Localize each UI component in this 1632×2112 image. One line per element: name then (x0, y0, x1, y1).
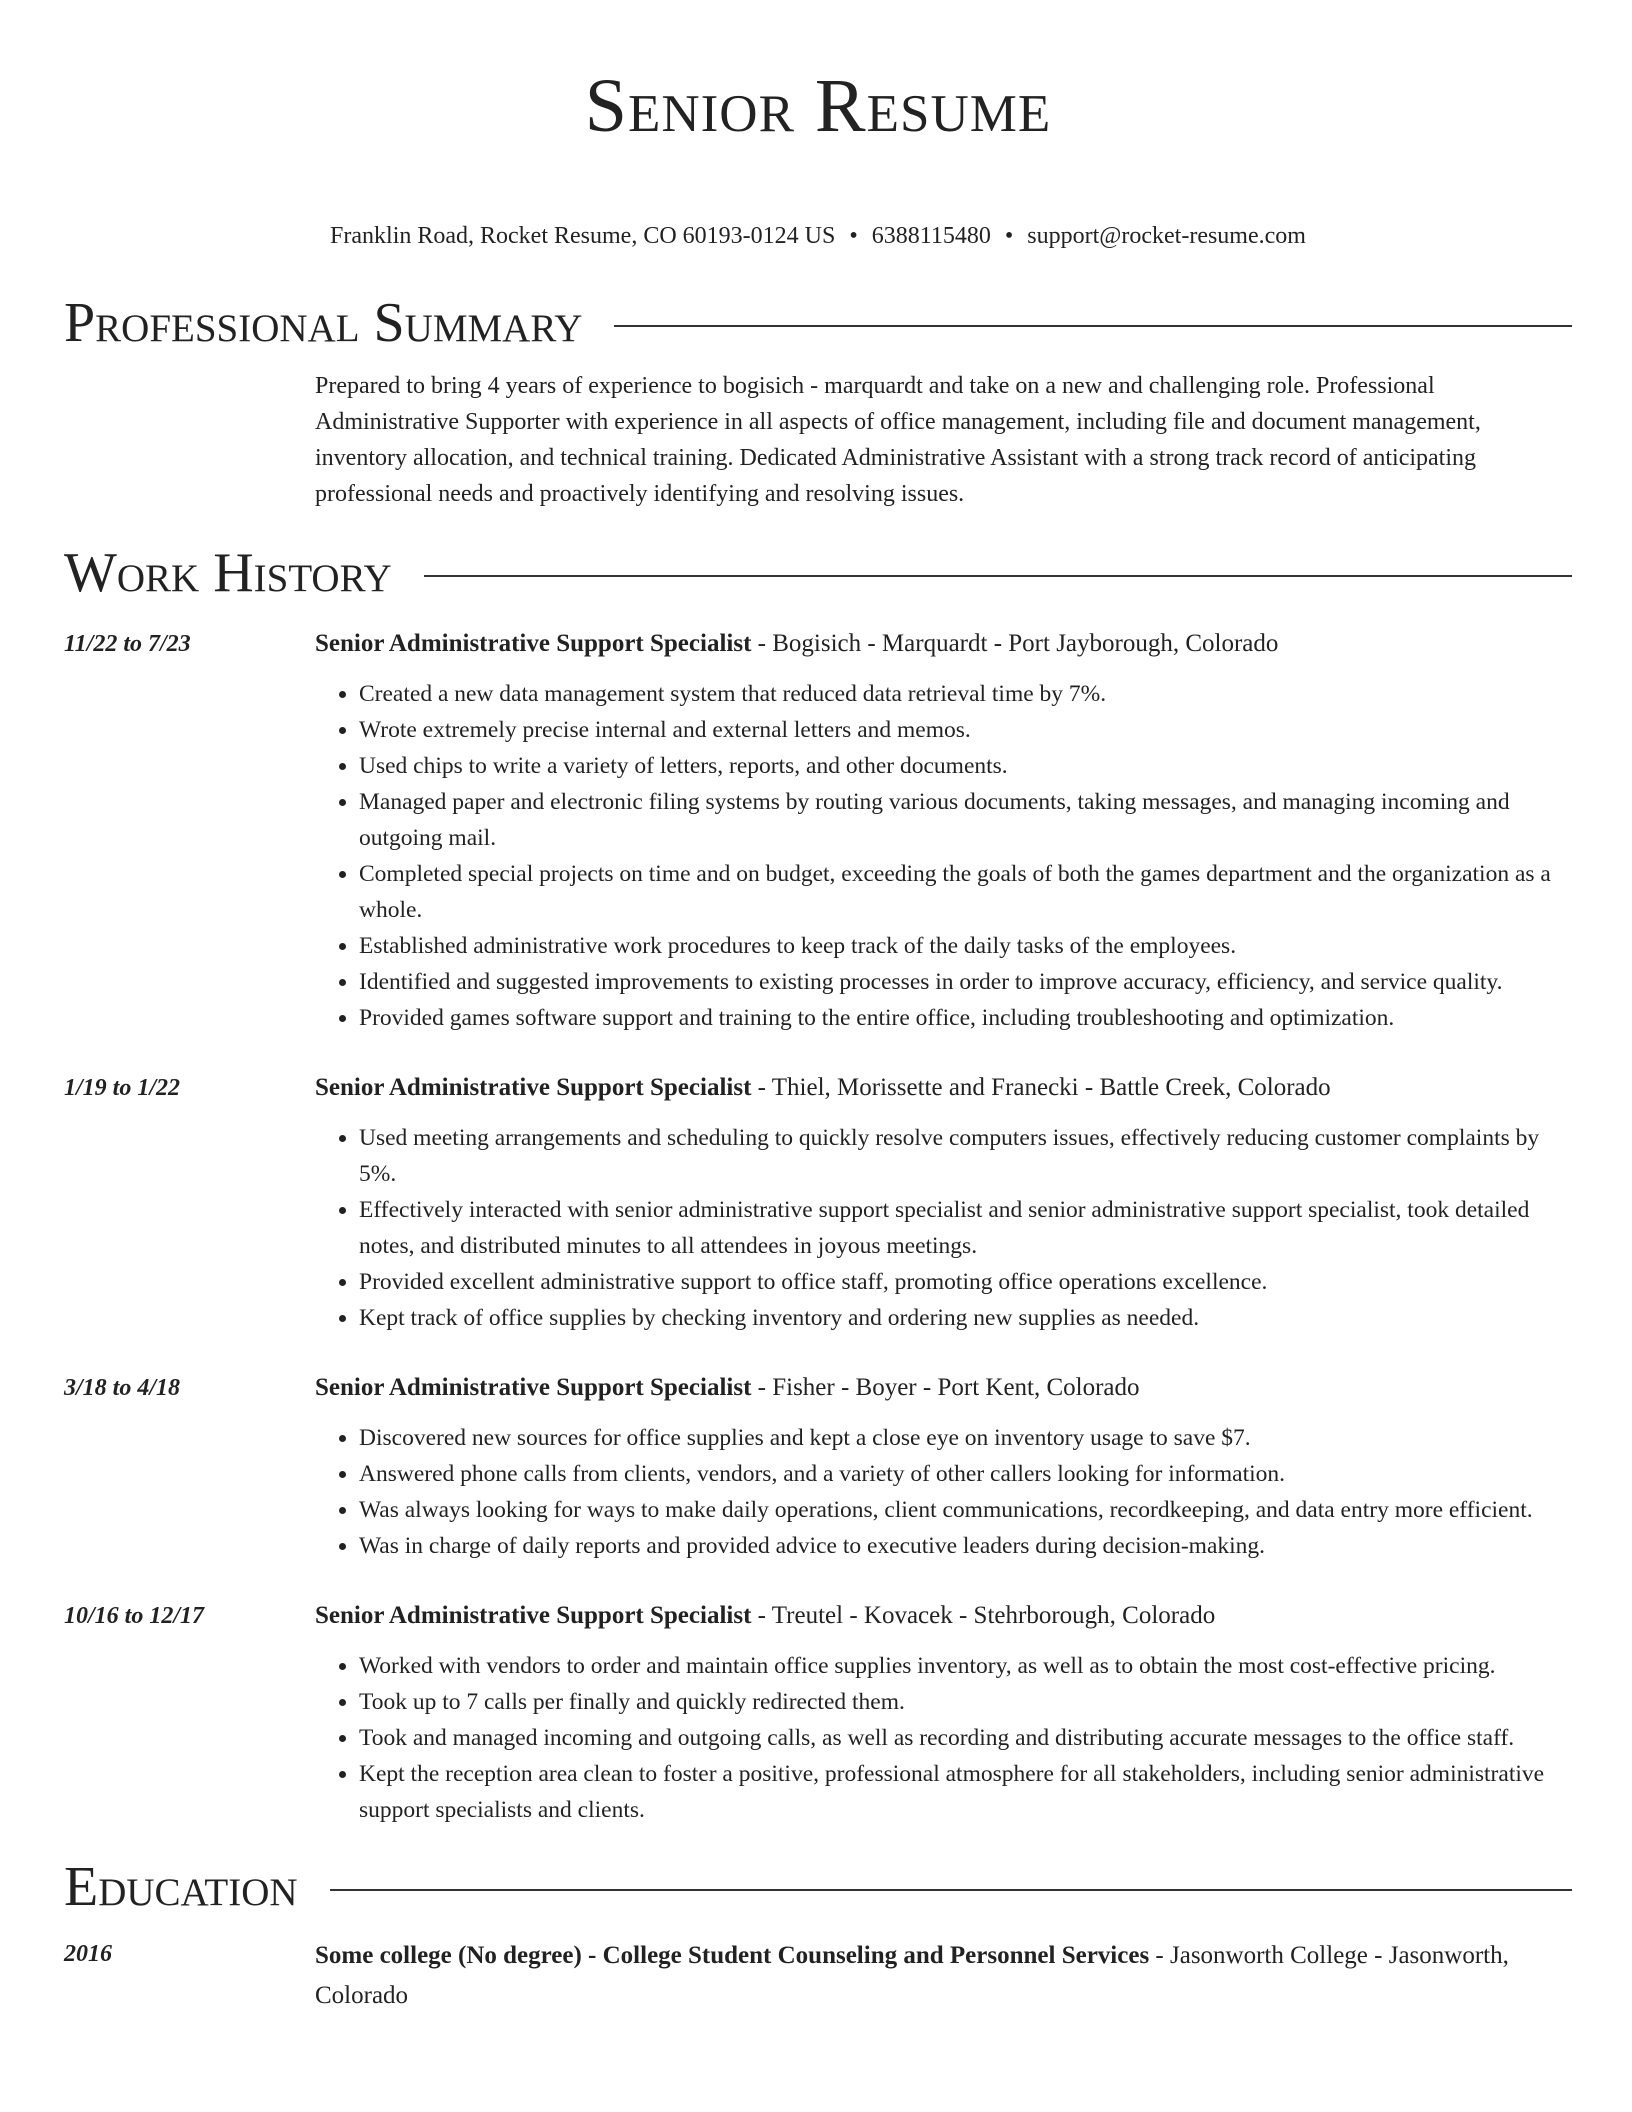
education-degree: Some college (No degree) - College Student Counseling and Personnel Services (315, 1942, 1150, 1969)
section-divider (614, 325, 1572, 327)
job-bullet: • Worked with vendors to order and maintain office supplies inventory, as well as to obtain the most cost-effective pricing. (359, 1648, 1572, 1684)
education-year: 2016 (64, 1941, 112, 1967)
job-bullet: • Kept track of office supplies by checking inventory and ordering new supplies as needed. (359, 1300, 1572, 1336)
job-title-line (315, 626, 1572, 662)
job-bullet: • Took and managed incoming and outgoing calls, as well as recording and distributing accurate messages to the office staff. (359, 1720, 1572, 1756)
job-employer: - Treutel - Kovacek - Stehrborough, Colorado (751, 1602, 1216, 1629)
job-body (315, 1070, 1572, 1336)
education-entry (64, 1936, 1572, 2016)
job-bullet: • Was in charge of daily reports and provided advice to executive leaders during decision-making. (359, 1528, 1572, 1564)
job-bullet: • Managed paper and electronic filing systems by routing various documents, taking messages, and managing incoming and outgoing mail. (359, 784, 1572, 856)
job-bullet: • Kept the reception area clean to foster a positive, professional atmosphere for all stakeholders, including senior administrative support specialists and clients. (359, 1756, 1572, 1828)
job-dates: 1/19 to 1/22 (64, 1075, 181, 1101)
job-title-line (315, 1070, 1572, 1106)
job-entry (64, 1070, 1572, 1336)
work-history-list (64, 626, 1572, 1828)
job-employer: - Fisher - Boyer - Port Kent, Colorado (751, 1374, 1140, 1401)
job-bullet: • Took up to 7 calls per finally and quickly redirected them. (359, 1684, 1572, 1720)
job-employer: - Bogisich - Marquardt - Port Jayborough, Colorado (751, 630, 1279, 657)
contact-phone: 6388115480 (871, 223, 991, 249)
job-bullet-list (315, 1120, 1572, 1336)
job-bullet: • Answered phone calls from clients, vendors, and a variety of other callers looking for information. (359, 1456, 1572, 1492)
contact-separator: • (849, 223, 858, 249)
job-title: Senior Administrative Support Specialist (315, 630, 752, 657)
job-dates: 10/16 to 12/17 (64, 1603, 205, 1629)
contact-line (64, 218, 1572, 254)
job-bullet: • Wrote extremely precise internal and external letters and memos. (359, 712, 1572, 748)
job-bullet: • Provided excellent administrative support to office staff, promoting office operations excellence. (359, 1264, 1572, 1300)
section-title-work: Work History (64, 542, 392, 604)
job-body (315, 1370, 1572, 1564)
job-title: Senior Administrative Support Specialist (315, 1074, 752, 1101)
job-bullet: • Provided games software support and training to the entire office, including troubleshooting and optimization. (359, 1000, 1572, 1036)
job-entry (64, 1370, 1572, 1564)
job-body (315, 626, 1572, 1036)
section-header-education (64, 1852, 1572, 1922)
section-header-summary (64, 288, 1572, 358)
job-bullet: • Created a new data management system that reduced data retrieval time by 7%. (359, 676, 1572, 712)
education-details (315, 1936, 1572, 2016)
job-bullet: • Discovered new sources for office supplies and kept a close eye on inventory usage to save $7. (359, 1420, 1572, 1456)
job-title-line (315, 1370, 1572, 1406)
section-header-work (64, 538, 1572, 608)
job-entry (64, 626, 1572, 1036)
job-bullet: • Identified and suggested improvements to existing processes in order to improve accuracy, efficiency, and service quality. (359, 964, 1572, 1000)
job-bullet: • Effectively interacted with senior administrative support specialist and senior administrative support specialist, took detailed notes, and distributed minutes to all attendees in joyous meetings. (359, 1192, 1572, 1264)
job-title-line (315, 1598, 1572, 1634)
job-employer: - Thiel, Morissette and Franecki - Battle Creek, Colorado (751, 1074, 1331, 1101)
candidate-name: Senior Resume (584, 64, 1052, 148)
job-title: Senior Administrative Support Specialist (315, 1374, 752, 1401)
contact-address: Franklin Road, Rocket Resume, CO 60193-0124 US (330, 223, 836, 249)
job-bullet: • Established administrative work procedures to keep track of the daily tasks of the employees. (359, 928, 1572, 964)
job-bullet-list (315, 1420, 1572, 1564)
education-list (64, 1936, 1572, 2016)
job-bullet-list (315, 676, 1572, 1036)
job-title: Senior Administrative Support Specialist (315, 1602, 752, 1629)
section-title-summary: Professional Summary (64, 292, 583, 354)
job-dates: 3/18 to 4/18 (64, 1375, 181, 1401)
summary-text: Prepared to bring 4 years of experience to bogisich - marquardt and take on a new and challenging role. Professional Administrative Supporter with experience in all aspects of office management, including file and document management, inventory allocation, and technical training. Dedicated Administrative Assistant with a strong track record of anticipating professional needs and proactively identifying and resolving issues. (315, 373, 1481, 507)
job-body (315, 1598, 1572, 1828)
contact-email: support@rocket-resume.com (1027, 223, 1306, 249)
contact-separator: • (1004, 223, 1014, 249)
section-title-education: Education (64, 1856, 298, 1918)
job-bullet: • Was always looking for ways to make daily operations, client communications, recordkeeping, and data entry more efficient. (359, 1492, 1572, 1528)
education-school: - Jasonworth College - Jasonworth, Colorado (315, 1942, 1509, 2009)
section-divider (424, 575, 1572, 577)
job-bullet: • Used chips to write a variety of letters, reports, and other documents. (359, 748, 1572, 784)
job-entry (64, 1598, 1572, 1828)
job-bullet-list (315, 1648, 1572, 1828)
resume-page (64, 0, 1572, 2016)
job-dates: 11/22 to 7/23 (64, 631, 191, 657)
job-bullet: • Used meeting arrangements and scheduling to quickly resolve computers issues, effectively reducing customer complaints by 5%. (359, 1120, 1572, 1192)
section-divider (330, 1889, 1572, 1891)
job-bullet: • Completed special projects on time and on budget, exceeding the goals of both the games department and the organization as a whole. (359, 856, 1572, 928)
